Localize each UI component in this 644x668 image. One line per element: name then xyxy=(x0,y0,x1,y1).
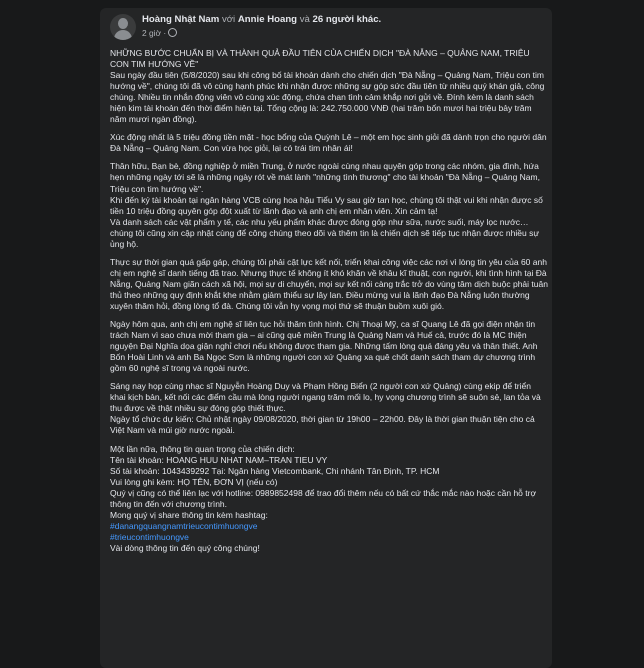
paragraph-line: Ngày tổ chức dự kiến: Chủ nhật ngày 09/08/2020, thời gian từ 19h00 – 22h00. Đây là thời gian thuận tiện cho cả Việt Nam và múi giờ nước ngoài. xyxy=(110,414,535,436)
post-body xyxy=(110,48,548,554)
avatar[interactable] xyxy=(110,14,136,40)
post-meta xyxy=(142,28,177,39)
closing-line: Số tài khoản: 1043439292 Tại: Ngân hàng Vietcombank, Chi nhánh Tân Định, TP. HCM xyxy=(110,465,440,476)
closing-line: Quý vị cũng có thể liên lạc với hotline: 0989852498 để trao đổi thêm nếu có bất cứ thắc mắc nào hoặc cần hỗ trợ thông tin đến với chương trình. xyxy=(110,487,537,509)
paragraph-line: Thân hữu, Bạn bè, đồng nghiệp ở miền Trung, ở nước ngoài cùng nhau quyên góp trong các nhóm, gia đình, hứa hẹn những ngày tới sẽ là những ngày rót về mát lành "những tình thương" cho tài khoản "Đà Nẵng – Quảng Nam, Triệu con tim hướng về". xyxy=(110,161,540,194)
and-word: và xyxy=(299,14,310,25)
paragraph-line: Ngày hôm qua, anh chị em nghệ sĩ liên tục hỏi thăm tình hình. Chị Thoại Mỹ, ca sĩ Quang Lê đã gọi điện nhận tin trách Nam vì sao chưa mời tham gia – ai cũng quê miền Trung là Quảng Nam và Huế cả, trước đó là MC thiện nguyện Đại Nghĩa dọa giận nghỉ chơi nếu không được tham gia. Những tấm lòng quá đáng yêu và thân thiết. Anh Bốn Hoài Linh và anh Ba Ngọc Sơn là những người con xứ Quảng xa quê chốt danh sách tham dự chương trình gồm 60 nghệ sĩ trong và ngoài nước. xyxy=(110,319,538,374)
post-paragraph xyxy=(110,161,548,249)
post-paragraph xyxy=(110,381,548,436)
hashtag-link[interactable]: #danangquangnamtrieucontimhuongve xyxy=(110,520,258,531)
closing-line: Một lần nữa, thông tin quan trọng của chiến dịch: xyxy=(110,443,295,454)
others-link[interactable]: 26 người khác. xyxy=(312,14,382,25)
paragraph-line: Sáng nay họp cùng nhạc sĩ Nguyễn Hoàng Duy và Phạm Hồng Biển (2 người con xứ Quảng) cùng ekip để triển khai kịch bản, kết nối các điểm cầu mà lòng người ngang trăm mối lo, hy vọng chương trình sẽ suôn sẻ, lan tỏa và thu được về thật nhiều sự đóng góp thiết thực. xyxy=(110,381,541,414)
globe-icon xyxy=(168,28,177,37)
paragraph-line: Khi đến ký tài khoản tại ngân hàng VCB cùng hoa hậu Tiểu Vy sau giờ tan học, chúng tôi thật vui khi nhận được số tiền 10 triệu đồng quyên góp đột xuất từ lãnh đạo và anh chị em nhân viên. Xin cảm tạ! xyxy=(110,194,543,216)
post-paragraphs xyxy=(110,48,548,437)
with-word: với xyxy=(221,14,236,25)
post-time[interactable]: 2 giờ · xyxy=(142,28,167,38)
closing-line: Vui lòng ghi kèm: HỌ TÊN, ĐƠN VỊ (nếu có) xyxy=(110,476,278,487)
paragraph-line: Xúc động nhất là 5 triệu đồng tiền mặt - học bổng của Quỳnh Lê – một em học sinh giỏi đã dành trọn cho người dân Đà Nẵng – Quảng Nam. Con vừa học giỏi, lại có trái tim nhân ái! xyxy=(110,132,547,154)
post-card xyxy=(100,8,552,668)
closing-line: Mong quý vị share thông tin kèm hashtag: xyxy=(110,509,268,520)
closing-line: Tên tài khoản: HOANG HUU NHAT NAM–TRAN TIEU VY xyxy=(110,454,328,465)
post-paragraph xyxy=(110,48,548,125)
closing-block xyxy=(110,444,548,554)
post-authors xyxy=(142,14,381,26)
post-paragraph xyxy=(110,132,548,154)
author-name[interactable]: Hoàng Nhật Nam xyxy=(142,14,220,25)
paragraph-line: Sau ngày đầu tiên (5/8/2020) sau khi công bố tài khoản dành cho chiến dịch "Đà Nẵng – Quảng Nam, Triệu con tim hướng về", chúng tôi đã vô cùng hạnh phúc khi nhận được những sự góp sức đầu tiên từ nhiều quý khán giả, công chúng. Nhiều tin nhắn động viên vô cùng xúc động, chứa chan tình cảm khắp nơi gửi về. Đính kèm là danh sách hiện kim tài khoản đến thời điểm hiện tại. Tổng cộng là: 242.750.000 VNĐ (hai trăm bốn mươi hai triệu bảy trăm năm mươi ngàn đồng). xyxy=(110,70,545,125)
paragraph-line: NHỮNG BƯỚC CHUẨN BỊ VÀ THÀNH QUẢ ĐẦU TIÊN CỦA CHIẾN DỊCH "ĐÀ NẴNG – QUẢNG NAM, TRIỆU CON TIM HƯỚNG VỀ" xyxy=(110,48,530,70)
post-header xyxy=(100,8,552,48)
post-paragraph xyxy=(110,257,548,312)
hashtag-link[interactable]: #trieucontimhuongve xyxy=(110,531,189,542)
closing-final-line: Vài dòng thông tin đến quý công chúng! xyxy=(110,542,260,553)
tagged-person[interactable]: Annie Hoang xyxy=(237,14,298,25)
paragraph-line: Và danh sách các vật phẩm y tế, các nhu yếu phẩm khác được đóng góp như sữa, nước suối, máy lọc nước…chúng tôi cũng xin cập nhật cùng để công chúng theo dõi và thêm tin là chiến dịch sẽ tiếp tục nhận được nhiều sự ủng hộ. xyxy=(110,216,540,249)
paragraph-line: Thực sự thời gian quá gấp gáp, chúng tôi phải cật lực kết nối, triển khai công việc các nơi vì lòng tin yêu của 60 anh chị em nghệ sĩ danh tiếng đã trao. Nhưng thực tế không ít khó khăn về khâu kĩ thuật, con người, khi tình hình tại Đà Nẵng, Quảng Nam giãn cách xã hội, mọi sự di chuyển, mọi sự kết nối càng trắc trở do vùng tâm dịch buộc phải tuân thủ theo những quy định khắt khe nhằm giảm thiểu sự lây lan. Điều mừng vui là lãnh đạo Đà Nẵng luôn thường xuyên thăm hỏi, đồng lòng tổ đà. Chúng tôi vẫn hy vọng mọi thứ sẽ thuận buồm xuôi gió. xyxy=(110,256,548,311)
post-paragraph xyxy=(110,319,548,374)
